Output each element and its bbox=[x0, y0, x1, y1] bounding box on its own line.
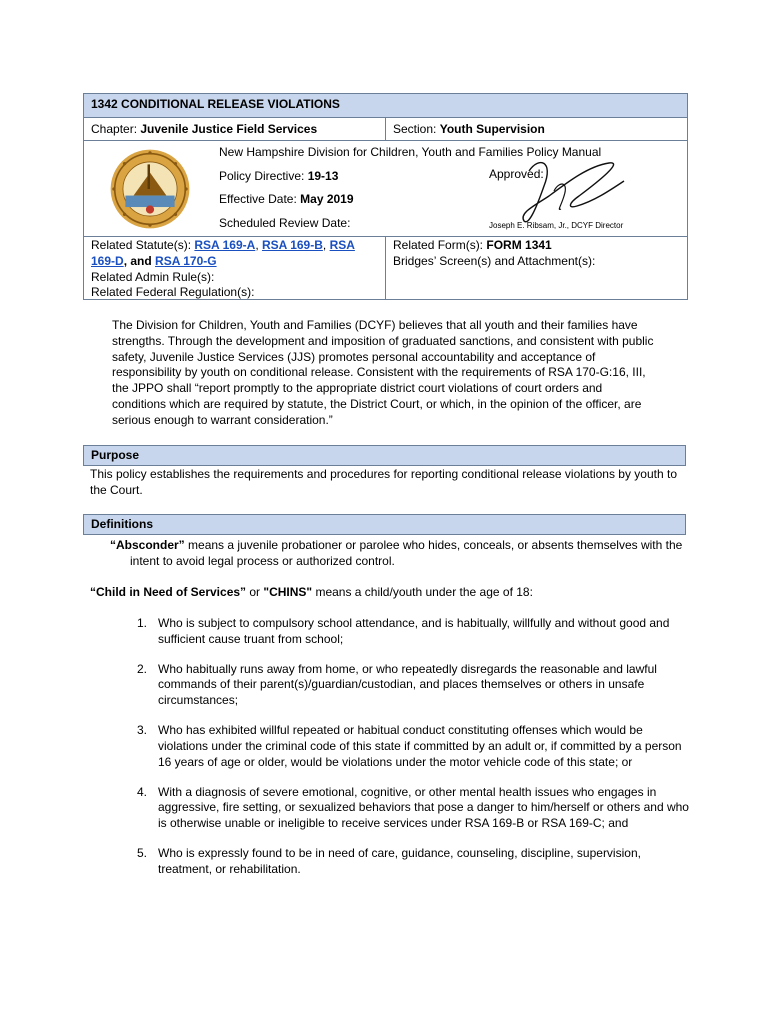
director-name: Joseph E. Ribsam, Jr., DCYF Director bbox=[489, 221, 624, 230]
purpose-text: This policy establishes the requirements and procedures for reporting conditional release violations by youth to the Court. bbox=[90, 467, 677, 497]
bridges-screens: Bridges’ Screen(s) and Attachment(s): bbox=[393, 253, 596, 268]
manual-name: New Hampshire Division for Children, Youth and Families Policy Manual bbox=[219, 145, 602, 159]
related-statutes-cell: Related Statute(s): RSA 169-A, RSA 169-B, RSA 169-D, and RSA 170-G Related Admin Rule(s): Related Federal Regulation(s): bbox=[84, 237, 386, 299]
list-item: 5. Who is expressly found to be in need of care, guidance, counseling, discipline, supervision, treatment, or rehabilitation. bbox=[137, 846, 641, 876]
nh-state-seal-icon bbox=[109, 148, 191, 230]
absconder-definition: “Absconder” means a juvenile probationer or parolee who hides, conceals, or absents themselves with the intent to avoid legal process or authorized control. bbox=[110, 538, 683, 568]
purpose-heading: Purpose bbox=[83, 445, 686, 466]
list-item: 2. Who habitually runs away from home, or who repeatedly disregards the reasonable and lawful commands of their parent(s)/guardian/custodian, and places themselves or others in unsafe circumstances; bbox=[137, 661, 657, 708]
chapter-value: Juvenile Justice Field Services bbox=[140, 122, 318, 136]
statute-link-170g[interactable]: RSA 170-G bbox=[155, 253, 217, 268]
director-signature-icon bbox=[499, 151, 629, 231]
policy-header-table bbox=[83, 93, 688, 300]
statute-link-169d[interactable]: RSA 169-D bbox=[91, 238, 355, 268]
chapter-cell bbox=[84, 118, 386, 140]
form-number: FORM 1341 bbox=[486, 238, 552, 252]
chins-criteria-list bbox=[137, 616, 692, 892]
related-info-row bbox=[84, 237, 687, 299]
section-label: Section: bbox=[393, 122, 440, 136]
federal-regulations: Related Federal Regulation(s): bbox=[91, 285, 255, 300]
list-item: 1. Who is subject to compulsory school attendance, and is habitually, willfully and without good and sufficient cause truant from school; bbox=[137, 616, 670, 646]
effective-date: Effective Date: May 2019 bbox=[219, 192, 354, 206]
policy-directive: Policy Directive: 19-13 bbox=[219, 168, 339, 183]
related-forms-cell: Related Form(s): FORM 1341 Bridges’ Screen(s) and Attachment(s): bbox=[393, 238, 596, 268]
chins-definition: “Child in Need of Services” or "CHINS" means a child/youth under the age of 18: bbox=[90, 585, 533, 599]
definitions-heading: Definitions bbox=[83, 514, 686, 535]
list-item: 4. With a diagnosis of severe emotional, cognitive, or other mental health issues who engages in aggressive, fire setting, or sexualized behaviors that pose a danger to him/herself or others and who is otherwise unable or ineligible to receive services under RSA 169-B or RSA 169-C; and bbox=[137, 784, 689, 831]
admin-rules: Related Admin Rule(s): bbox=[91, 269, 215, 284]
intro-paragraph: The Division for Children, Youth and Families (DCYF) believes that all youth and their families have strengths. Through the development and imposition of graduated sanctions, and consistent with public safety, Juvenile Justice Services (JJS) promotes personal accountability and acceptance of responsibility by youth on conditional release. Consistent with the requirements of RSA 170-G:16, III, the JPPO shall “report promptly to the appropriate district court violations of court orders and conditions which are required by statute, the District Court, or which, in the opinion of the officer, are serious enough to warrant consideration.” bbox=[112, 318, 654, 427]
chapter-label: Chapter: bbox=[91, 122, 141, 136]
section-value: Youth Supervision bbox=[439, 122, 545, 136]
approved-label: Approved: bbox=[489, 167, 544, 181]
review-date: Scheduled Review Date: bbox=[219, 215, 351, 230]
statute-link-169a[interactable]: RSA 169-A bbox=[194, 238, 256, 252]
statute-link-169b[interactable]: RSA 169-B bbox=[261, 238, 323, 252]
list-item: 3. Who has exhibited willful repeated or habitual conduct constituting offenses which would be violations under the criminal code of this state if committed by an adult or, if committed by a person 16 years of age or older, would be violations under the motor vehicle code of this state; or bbox=[137, 723, 682, 769]
section-cell bbox=[386, 118, 552, 140]
chapter-section-row bbox=[84, 118, 687, 141]
policy-title: 1342 CONDITIONAL RELEASE VIOLATIONS bbox=[84, 94, 687, 118]
manual-info-row bbox=[84, 141, 687, 237]
